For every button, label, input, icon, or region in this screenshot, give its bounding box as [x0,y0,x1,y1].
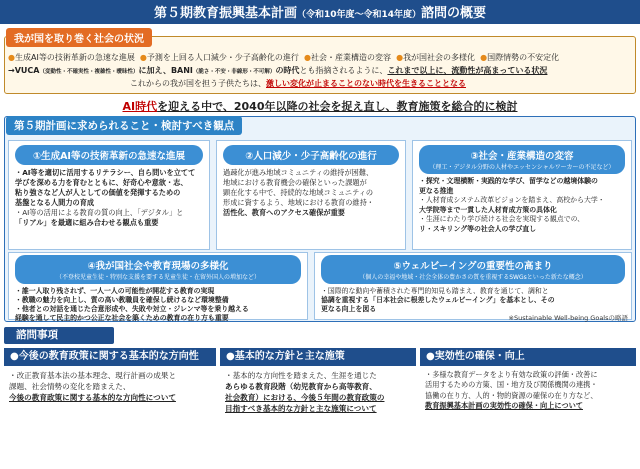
title-sub: （令和10年度～令和14年度） [296,10,422,20]
matter-line: 課題、社会情勢の変化を踏まえた、 [9,382,131,391]
matter-direction [4,348,216,466]
card-line: ・AI等を適切に活用するリテラシー、自ら問いを立てて [15,168,196,177]
card-subtitle: （個人の幸福や地域・社会全体の豊かさの質を重視するSWGsといった新たな概念） [359,274,587,281]
card-line: 「リアル」を最適に組み合わせる観点も重要 [15,217,159,227]
card-line: ・他者との対話を通じた合意形成や、失敗や対立・ジレンマ等を乗り越える [15,304,249,313]
card-head [15,255,301,284]
card-line: 基盤となる人間力の育成 [15,197,95,207]
card-line: 顕在化する中で、持続的な地域コミュニティの [223,187,374,197]
card-line: 経験を通して民主的かつ公正な社会を築くための教育の在り方も重要 [15,313,229,322]
matter-line: 協働の在り方、人的・物的資源の確保の在り方など、 [425,390,598,400]
card-head [419,145,625,174]
matter-head: ●今後の教育政策に関する基本的な方向性 [4,348,216,366]
card-line: 地域における教育機会の確保といった課題が [223,177,367,187]
card-body [315,287,631,314]
matter-line: ・多様な教育データをより有効な政策の評価・改善に [425,370,598,379]
card-wellbeing [314,252,632,320]
card-title: ①生成AI等の技術革新の急速な進展 [33,151,185,162]
card-body [9,168,209,228]
situation-line2 [8,65,547,76]
matter-effectiveness [420,348,636,466]
bani-text: に加え、BANI [138,66,193,75]
matter-line: ・基本的な方向性を踏まえた、生涯を通じた [225,371,377,380]
card-line: ・誰一人取り残されず、一人一人の可能性が開花する教育の実現 [15,287,215,295]
situation-bullet: 生成AI等の技術革新の急速な進展 [14,53,135,62]
situation-bullet: 我が国社会の多様化 [403,53,476,62]
card-ai [8,140,210,250]
card-line: 形成に資するよう、地域における教育の維持・ [223,197,374,207]
card-title: ④我が国社会や教育現場の多様化 [87,261,229,272]
card-line: 学びを深める力を育むとともに、好奇心や意欲・志、 [15,177,188,187]
card-title: ⑤ウェルビーイングの重要性の高まり [393,261,553,272]
situation-bullet: 社会・産業構造の変容 [310,53,391,62]
card-diversity [8,252,308,320]
card-body [217,168,405,218]
title-tail: 諮問の概要 [421,6,487,21]
card-industry [412,140,632,250]
card-line: ・AI等の活用による教育の質の向上、「デジタル」と [15,207,184,217]
card-line: 更なる向上を図る [321,304,377,313]
card-line: リ・スキリング等の社会人の学び直し [419,224,537,233]
matter-line: 社会教育）における、今後５年間の教育政策の [225,393,385,402]
matter-head: ●基本的な方針と主な施策 [220,348,416,366]
matter-line: 今後の教育政策に関する基本的な方向性について [9,393,176,402]
situation-bullet: 国際情勢の不安定化 [487,53,560,62]
title-main: 第５期教育振興基本計画 [153,6,297,21]
situation-bullets: ●生成AI等の技術革新の急速な進展 ●予測を上回る人口減少・少子高齢化の進行 ●社会・産業構造の変容 ●我が国社会の多様化 ●国際情勢の不安定化 [8,53,560,62]
situation-label: 我が国を取り巻く社会の状況 [6,28,152,47]
children-text: これからの我が国を担う子供たちは、 [130,79,266,88]
card-line: ・探究・文理横断・実践的な学び、留学などの越境体験の [419,177,598,185]
bani-detail: （脆さ・不安・非線形・不可解） [192,69,276,75]
change-era-text: 激しい変化が止まることのない時代を生きることとなる [266,79,466,88]
era-text: の時代 [275,66,300,75]
pointed-text: とも指摘されるように、 [299,66,388,75]
card-title: ③社会・産業構造の変容 [470,151,574,162]
card-head [223,145,399,165]
matter-line: 活用するための方策、国・地方及び関係機関の連携・ [425,380,598,390]
card-line: 活性化、教育へのアクセス確保が重要 [223,207,345,217]
matter-body [420,366,636,416]
matter-line: 目指すべき基本的な方針と主な施策について [225,404,377,413]
matters-label: 諮問事項 [4,327,114,344]
card-head [15,145,203,165]
card-body [9,287,307,323]
review-label: 第５期計画に求められること・検討すべき観点 [6,116,242,135]
card-body [413,177,631,234]
matter-line: あらゆる教育段階（幼児教育から高等教育、 [225,382,377,391]
vuca-detail: （変動性・不確実性・複雑性・曖昧性） [39,69,139,75]
footnote: ※Sustainable Well-being Goalsの略語 [508,314,628,322]
headline [0,98,640,114]
title-bar [0,0,640,24]
card-line: ・教職の魅力を向上し、質の高い教職員を確保し続けるなど環境整備 [15,295,229,304]
matter-policy [220,348,416,466]
vuca-text: →VUCA [8,66,40,75]
card-population [216,140,406,250]
card-line: 大学院等まで一貫した人材育成方策の具体化 [419,205,557,214]
card-line: ・国際的な動向や蓄積された専門的知見も踏まえ、教育を通じて、調和と [321,287,549,295]
card-line: ・生涯にわたり学び続ける社会を実現する観点での、 [419,215,585,224]
card-title: ②人口減少・少子高齢化の進行 [245,151,377,162]
card-line: 過疎化が進み地域コミュニティの維持が困難、 [223,168,374,177]
fluidity-text: これまで以上に、流動性が高まっている状況 [387,66,548,75]
card-line: 更なる推進 [419,186,454,195]
headline-text: を迎える中で、2040年以降の社会を捉え直し、教育施策を総合的に検討 [157,100,518,113]
card-line: ・人材育成システム改革ビジョンを踏まえ、高校から大学・ [419,196,605,205]
card-subtitle: （不登校児童生徒・特別な支援を要する児童生徒・在留外国人の増加など） [55,274,260,281]
card-line: 協調を重視する「日本社会に根差したウェルビーイング」を基本とし、その [321,295,555,304]
matter-line: ・改正教育基本法の基本理念、現行計画の成果と [9,371,177,380]
matter-body [4,366,216,407]
card-subtitle: （理工・デジタル分野の人材やエッセンシャルワーカーの不足など） [429,164,615,171]
situation-bullet: 予測を上回る人口減少・少子高齢化の進行 [146,53,299,62]
matter-line: 教育振興基本計画の実効性の確保・向上について [425,401,583,411]
matter-head: ●実効性の確保・向上 [420,348,636,366]
situation-line3 [130,78,466,89]
card-head [321,255,625,284]
matter-body [220,366,416,418]
card-line: 粘り強さなど人が人としての価値を発揮するための [15,187,181,197]
headline-ai: AI時代 [122,100,158,113]
